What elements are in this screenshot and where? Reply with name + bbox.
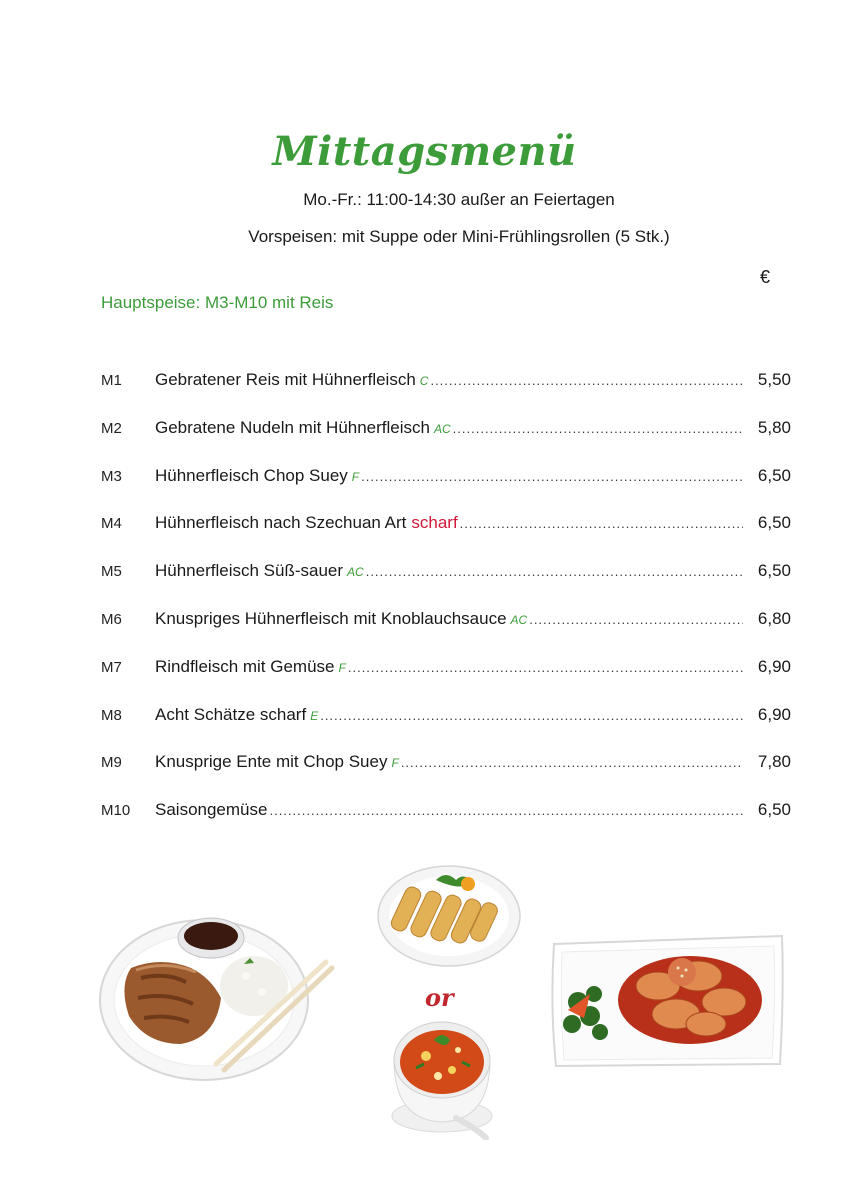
currency-symbol: € <box>760 267 771 287</box>
dot-leader <box>430 373 743 388</box>
item-code: M7 <box>101 658 122 676</box>
item-code: M4 <box>101 515 122 533</box>
dot-leader <box>348 660 743 675</box>
menu-list <box>101 370 791 848</box>
menu-item-row <box>101 466 791 514</box>
item-price: 6,90 <box>757 656 791 676</box>
item-name-text: Gebratener Reis mit Hühnerfleisch <box>155 370 416 389</box>
allergen-code: AC <box>510 612 528 627</box>
item-name-text: Knuspriges Hühnerfleisch mit Knoblauchsauce <box>155 608 507 628</box>
duck-plate-photo <box>96 908 336 1086</box>
allergen-code: C <box>419 374 429 388</box>
item-name-text: Hühnerfleisch Süß-sauer <box>155 561 344 581</box>
or-label: or <box>425 983 454 1012</box>
allergen-code: F <box>351 469 360 484</box>
menu-item-row <box>101 513 791 561</box>
allergen-code: F <box>391 756 399 771</box>
item-name <box>155 657 346 677</box>
menu-item-row <box>101 800 791 848</box>
allergen-code: E <box>310 708 319 723</box>
spicy-label: scharf <box>411 513 458 533</box>
menu-item-row <box>101 561 791 609</box>
item-price: 7,80 <box>757 752 791 772</box>
item-code: M10 <box>101 802 131 820</box>
item-price: 6,50 <box>757 465 791 485</box>
starters-note: Vorspeisen: mit Suppe oder Mini-Frühlingsrollen (5 Stk.) <box>248 227 670 246</box>
item-price: 6,90 <box>757 704 791 724</box>
item-name-text: Rindfleisch mit Gemüse <box>155 656 335 676</box>
allergen-code: AC <box>433 421 451 436</box>
item-name <box>155 705 318 725</box>
item-name <box>155 466 359 486</box>
spring-rolls-photo <box>376 862 522 970</box>
dot-leader <box>366 564 743 579</box>
menu-item-row <box>101 752 791 800</box>
item-name-text: Saisongemüse <box>155 800 268 820</box>
item-code: M2 <box>101 419 122 437</box>
item-price: 6,80 <box>757 608 791 628</box>
menu-item-row <box>101 609 791 657</box>
item-name-text: Gebratene Nudeln mit Hühnerfleisch <box>155 417 430 437</box>
item-code: M3 <box>101 467 122 485</box>
menu-title: Mittagsmenü <box>272 128 577 175</box>
menu-item-row <box>101 705 791 753</box>
item-name <box>155 609 527 629</box>
item-code: M6 <box>101 610 122 628</box>
item-code: M5 <box>101 563 122 581</box>
dot-leader <box>361 469 743 484</box>
item-price: 6,50 <box>757 513 791 533</box>
item-name <box>155 513 458 533</box>
item-price: 6,50 <box>757 800 791 820</box>
item-name <box>155 800 267 820</box>
opening-hours: Mo.-Fr.: 11:00-14:30 außer an Feiertagen <box>303 190 615 209</box>
item-name-text: Knusprige Ente mit Chop Suey <box>155 752 388 772</box>
allergen-code: AC <box>347 565 364 580</box>
dot-leader <box>529 612 743 627</box>
dot-leader <box>460 516 743 531</box>
menu-item-row <box>101 370 791 418</box>
dot-leader <box>401 755 743 770</box>
item-price: 5,50 <box>757 370 791 389</box>
dot-leader <box>320 708 743 723</box>
allergen-code: F <box>338 660 346 675</box>
item-name-text: Acht Schätze scharf <box>155 704 307 724</box>
soup-bowl-photo <box>386 1010 498 1140</box>
item-name <box>155 752 399 772</box>
item-price: 6,50 <box>757 561 791 581</box>
menu-item-row <box>101 418 791 466</box>
item-name-text: Hühnerfleisch nach Szechuan Art <box>155 513 407 533</box>
item-price: 5,80 <box>757 417 791 437</box>
item-code: M8 <box>101 706 122 724</box>
item-name <box>155 561 364 581</box>
item-name <box>155 418 451 438</box>
item-name-text: Hühnerfleisch Chop Suey <box>155 465 348 485</box>
item-code: M9 <box>101 754 122 772</box>
main-course-heading: Hauptspeise: M3-M10 mit Reis <box>101 293 334 312</box>
item-code: M1 <box>101 372 122 389</box>
sweet-sour-chicken-photo <box>548 932 786 1072</box>
dot-leader <box>269 803 743 818</box>
item-name <box>155 370 428 390</box>
dot-leader <box>453 421 743 436</box>
menu-item-row <box>101 657 791 705</box>
